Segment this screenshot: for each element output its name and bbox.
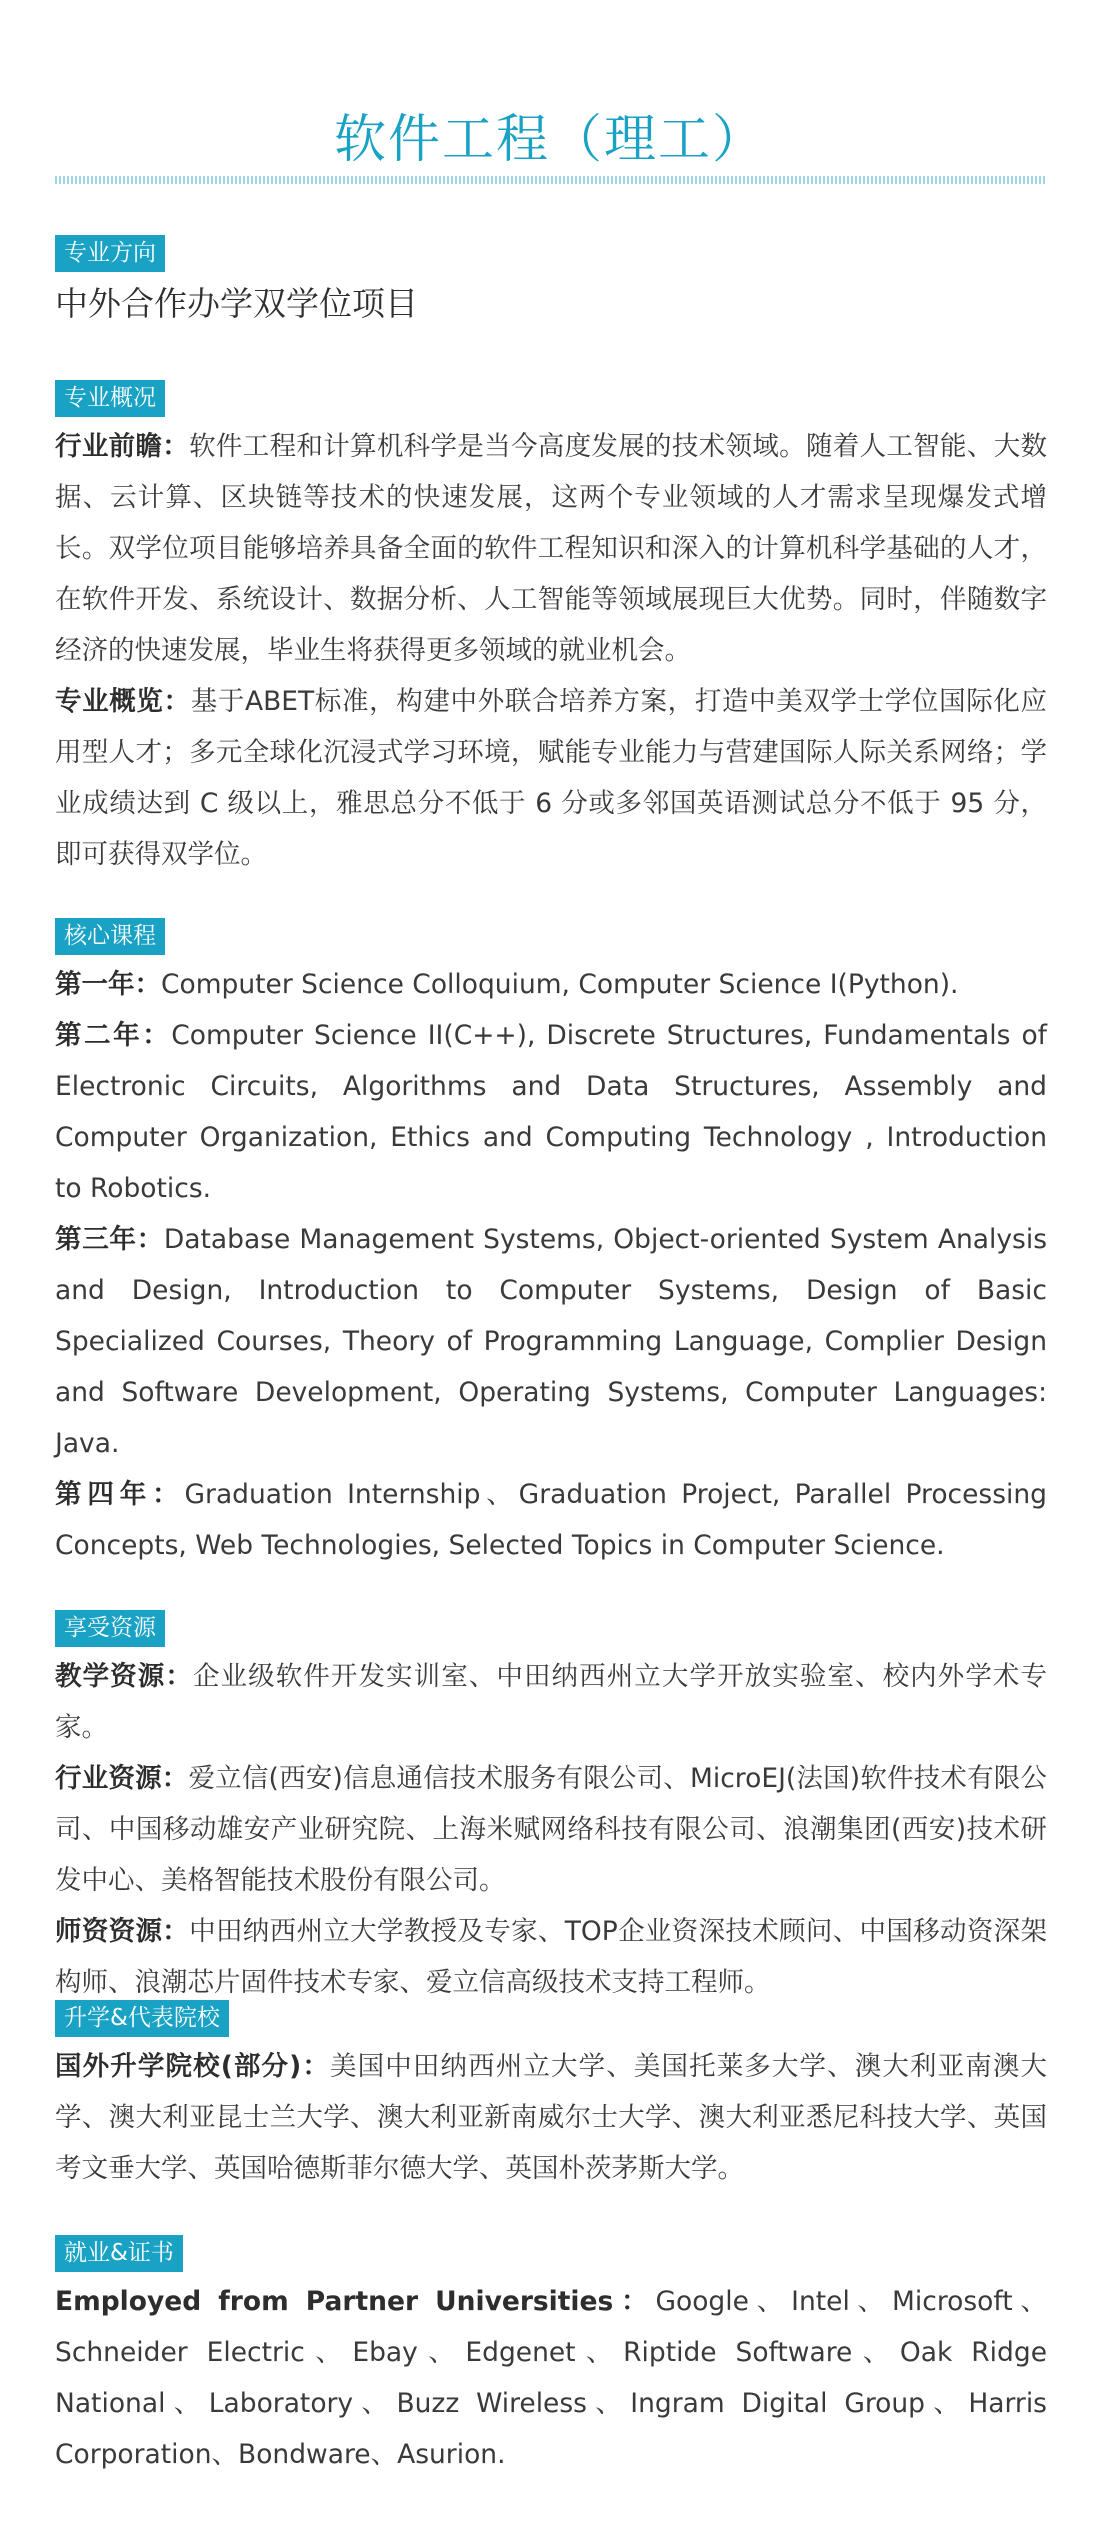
- section-direction: [55, 235, 1047, 334]
- section-overview: [55, 380, 1047, 880]
- section-employment: [55, 2235, 1047, 2480]
- section-tag-schools: 升学&代表院校: [55, 2000, 229, 2037]
- section-resources: [55, 1610, 1047, 2008]
- course-year: 第一年：Computer Science Colloquium, Computer Science I(Python).: [55, 969, 959, 1000]
- course-year: 第四年：Graduation Internship、Graduation Project, Parallel Processing Concepts, Web Technologies, Selected Topics in Computer Science.: [55, 1479, 1048, 1561]
- page-title: 软件工程（理工）: [333, 110, 766, 170]
- overview-paragraph: 专业概览：基于ABET标准，构建中外联合培养方案，打造中美双学士学位国际化应用型人才；多元全球化沉浸式学习环境，赋能专业能力与营建国际人际关系网络；学业成绩达到 C 级以上，雅思总分不低于 6 分或多邻国英语测试总分不低于 95 分，即可获得双学位。: [55, 686, 1047, 870]
- section-schools: [55, 2000, 1047, 2194]
- resource-item: 师资资源：中田纳西州立大学教授及专家、TOP企业资深技术顾问、中国移动资深架构师、浪潮芯片固件技术专家、爱立信高级技术支持工程师。: [55, 1916, 1047, 1998]
- course-year: 第二年：Computer Science II(C++), Discrete Structures, Fundamentals of Electronic Circuits, Algorithms and Data Structures, Assembly and Computer Organization, Ethics and Computing Technology , Introduction to Robotics.: [55, 1020, 1047, 1204]
- resource-item: 教学资源：企业级软件开发实训室、中田纳西州立大学开放实验室、校内外学术专家。: [55, 1661, 1048, 1743]
- schools-item: 国外升学院校(部分)：美国中田纳西州立大学、美国托莱多大学、澳大利亚南澳大学、澳大利亚昆士兰大学、澳大利亚新南威尔士大学、澳大利亚悉尼科技大学、英国考文垂大学、英国哈德斯菲尔德大学、英国朴茨茅斯大学。: [55, 2051, 1047, 2184]
- employment-item: Employed from Partner Universities：Google、Intel、Microsoft、Schneider Electric、Ebay、Edgenet、Riptide Software、Oak Ridge National、Laboratory、Buzz Wireless、Ingram Digital Group、Harris Corporation、Bondware、Asurion.: [55, 2286, 1047, 2470]
- course-year: 第三年：Database Management Systems, Object-oriented System Analysis and Design, Introduction to Computer Systems, Design of Basic Specialized Courses, Theory of Programming Language, Complier Design and Software Development, Operating Systems, Computer Languages: Java.: [55, 1224, 1048, 1459]
- section-tag-courses: 核心课程: [55, 918, 165, 955]
- direction-text: 中外合作办学双学位项目: [55, 284, 418, 323]
- section-tag-direction: 专业方向: [55, 235, 165, 272]
- resource-item: 行业资源：爱立信(西安)信息通信技术服务有限公司、MicroEJ(法国)软件技术有限公司、中国移动雄安产业研究院、上海米赋网络科技有限公司、浪潮集团(西安)技术研发中心、美格智能技术股份有限公司。: [55, 1763, 1047, 1896]
- title-divider: [55, 176, 1045, 184]
- section-courses: [55, 918, 1047, 1571]
- section-tag-employment: 就业&证书: [55, 2235, 183, 2272]
- overview-paragraph: 行业前瞻：软件工程和计算机科学是当今高度发展的技术领域。随着人工智能、大数据、云计算、区块链等技术的快速发展，这两个专业领域的人才需求呈现爆发式增长。双学位项目能够培养具备全面的软件工程知识和深入的计算机科学基础的人才，在软件开发、系统设计、数据分析、人工智能等领域展现巨大优势。同时，伴随数字经济的快速发展，毕业生将获得更多领域的就业机会。: [55, 431, 1048, 666]
- section-tag-overview: 专业概况: [55, 380, 165, 417]
- section-tag-resources: 享受资源: [55, 1610, 165, 1647]
